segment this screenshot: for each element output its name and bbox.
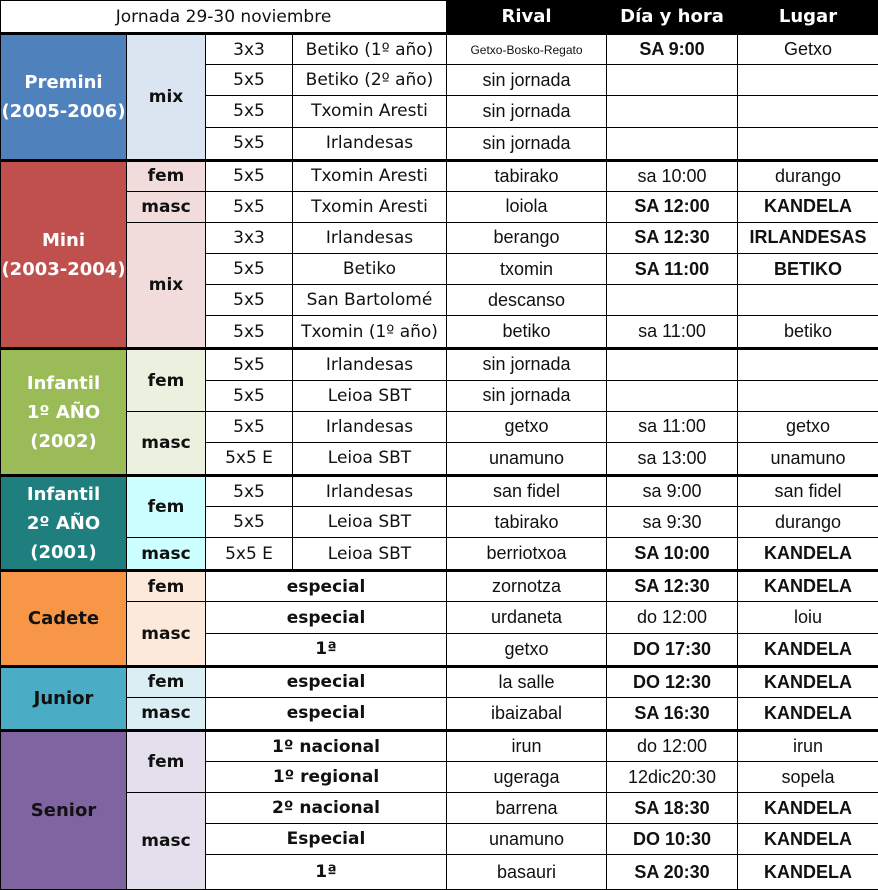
rival-cell: la salle [447,666,607,697]
gender-cell: fem [127,160,206,191]
rival-cell: berriotxoa [447,538,607,571]
day-time-cell: sa 9:30 [607,507,738,538]
place-cell: durango [738,160,878,191]
team-cell: Irlandesas [293,222,447,253]
team-cell: Betiko [293,254,447,285]
place-cell: san fidel [738,475,878,506]
format-cell: 5x5 [206,65,293,96]
day-time-cell: DO 10:30 [607,824,738,855]
category-infantil1: Infantil 1º AÑO (2002) [1,349,127,476]
place-cell: KANDELA [738,793,878,824]
table-row [1,34,878,65]
rival-cell: descanso [447,285,607,316]
table-row [1,349,878,380]
place-cell [738,65,878,96]
team-cell: Irlandesas [293,411,447,442]
format-cell: 5x5 [206,507,293,538]
rival-cell: basauri [447,855,607,890]
place-cell: loiu [738,602,878,633]
rival-cell: irun [447,730,607,761]
day-time-cell: sa 11:00 [607,316,738,349]
rival-cell: sin jornada [447,65,607,96]
rival-cell: urdaneta [447,602,607,633]
format-cell: 5x5 [206,285,293,316]
place-cell: BETIKO [738,254,878,285]
level-cell: 1º nacional [206,730,447,761]
rival-cell: loiola [447,191,607,222]
day-time-cell: sa 10:00 [607,160,738,191]
day-time-cell [607,96,738,127]
gender-cell: fem [127,349,206,411]
table-row [1,730,878,761]
day-time-cell: SA 12:00 [607,191,738,222]
header-lugar: Lugar [738,1,878,34]
table-row [1,160,878,191]
day-time-cell: do 12:00 [607,602,738,633]
gender-cell: masc [127,793,206,890]
header-dia: Día y hora [607,1,738,34]
level-cell: Especial [206,824,447,855]
level-cell: especial [206,571,447,602]
place-cell: KANDELA [738,538,878,571]
place-cell: irun [738,730,878,761]
category-infantil2: Infantil 2º AÑO (2001) [1,475,127,570]
format-cell: 5x5 [206,127,293,160]
team-cell: Irlandesas [293,475,447,506]
place-cell: betiko [738,316,878,349]
level-cell: especial [206,666,447,697]
category-premini: Premini (2005-2006) [1,34,127,161]
level-cell: 1ª [206,855,447,890]
table-row [1,602,878,633]
table-row [1,538,878,571]
day-time-cell: SA 9:00 [607,34,738,65]
rival-cell: sin jornada [447,96,607,127]
place-cell [738,380,878,411]
header-rival: Rival [447,1,607,34]
table-row [1,222,878,253]
level-cell: especial [206,697,447,730]
rival-cell: tabirako [447,507,607,538]
gender-cell: masc [127,411,206,475]
gender-cell: fem [127,666,206,697]
table-row [1,793,878,824]
rival-cell: unamuno [447,442,607,475]
day-time-cell: SA 10:00 [607,538,738,571]
team-cell: Txomin Aresti [293,96,447,127]
day-time-cell: 12dic20:30 [607,762,738,793]
format-cell: 3x3 [206,34,293,65]
place-cell: Getxo [738,34,878,65]
place-cell [738,349,878,380]
team-cell: Irlandesas [293,349,447,380]
table-row [1,571,878,602]
place-cell: KANDELA [738,633,878,666]
team-cell: Leioa SBT [293,442,447,475]
format-cell: 5x5 [206,380,293,411]
place-cell: durango [738,507,878,538]
rival-cell: sin jornada [447,380,607,411]
day-time-cell: DO 12:30 [607,666,738,697]
place-cell: unamuno [738,442,878,475]
category-cadete: Cadete [1,571,127,666]
header-row [1,1,878,34]
place-cell [738,96,878,127]
gender-cell: mix [127,34,206,161]
day-time-cell: SA 20:30 [607,855,738,890]
gender-cell: masc [127,697,206,730]
place-cell: KANDELA [738,571,878,602]
rival-cell: ugeraga [447,762,607,793]
day-time-cell: SA 11:00 [607,254,738,285]
level-cell: 1º regional [206,762,447,793]
gender-cell: fem [127,475,206,537]
place-cell: KANDELA [738,697,878,730]
category-junior: Junior [1,666,127,730]
team-cell: Leioa SBT [293,538,447,571]
day-time-cell: SA 12:30 [607,571,738,602]
category-senior: Senior [1,730,127,889]
rival-cell: zornotza [447,571,607,602]
team-cell: Betiko (1º año) [293,34,447,65]
gender-cell: masc [127,602,206,666]
format-cell: 5x5 [206,475,293,506]
team-cell: Irlandesas [293,127,447,160]
day-time-cell: sa 9:00 [607,475,738,506]
day-time-cell [607,380,738,411]
rival-cell: berango [447,222,607,253]
day-time-cell: do 12:00 [607,730,738,761]
format-cell: 5x5 [206,191,293,222]
place-cell: KANDELA [738,666,878,697]
place-cell [738,127,878,160]
team-cell: Txomin (1º año) [293,316,447,349]
rival-cell: Getxo-Bosko-Regato [447,34,607,65]
day-time-cell: SA 12:30 [607,222,738,253]
team-cell: Txomin Aresti [293,191,447,222]
rival-cell: getxo [447,633,607,666]
rival-cell: unamuno [447,824,607,855]
format-cell: 5x5 [206,316,293,349]
format-cell: 3x3 [206,222,293,253]
category-mini: Mini (2003-2004) [1,160,127,349]
table-row [1,475,878,506]
team-cell: Leioa SBT [293,507,447,538]
format-cell: 5x5 E [206,538,293,571]
gender-cell: masc [127,191,206,222]
gender-cell: masc [127,538,206,571]
place-cell: IRLANDESAS [738,222,878,253]
rival-cell: barrena [447,793,607,824]
day-time-cell: sa 11:00 [607,411,738,442]
format-cell: 5x5 [206,411,293,442]
day-time-cell: SA 18:30 [607,793,738,824]
place-cell: KANDELA [738,191,878,222]
format-cell: 5x5 [206,349,293,380]
team-cell: San Bartolomé [293,285,447,316]
rival-cell: tabirako [447,160,607,191]
gender-cell: mix [127,222,206,349]
rival-cell: txomin [447,254,607,285]
format-cell: 5x5 [206,96,293,127]
day-time-cell: SA 16:30 [607,697,738,730]
rival-cell: sin jornada [447,127,607,160]
rival-cell: san fidel [447,475,607,506]
place-cell: getxo [738,411,878,442]
rival-cell: getxo [447,411,607,442]
level-cell: 2º nacional [206,793,447,824]
table-row [1,411,878,442]
rival-cell: sin jornada [447,349,607,380]
day-time-cell: sa 13:00 [607,442,738,475]
level-cell: especial [206,602,447,633]
place-cell: KANDELA [738,824,878,855]
level-cell: 1ª [206,633,447,666]
format-cell: 5x5 [206,160,293,191]
day-time-cell: DO 17:30 [607,633,738,666]
gender-cell: fem [127,571,206,602]
format-cell: 5x5 [206,254,293,285]
page-title: Jornada 29-30 noviembre [1,1,447,34]
gender-cell: fem [127,730,206,792]
day-time-cell [607,65,738,96]
team-cell: Betiko (2º año) [293,65,447,96]
day-time-cell [607,285,738,316]
rival-cell: betiko [447,316,607,349]
rival-cell: ibaizabal [447,697,607,730]
team-cell: Txomin Aresti [293,160,447,191]
table-row [1,191,878,222]
table-row [1,666,878,697]
format-cell: 5x5 E [206,442,293,475]
day-time-cell [607,127,738,160]
team-cell: Leioa SBT [293,380,447,411]
day-time-cell [607,349,738,380]
place-cell: sopela [738,762,878,793]
place-cell [738,285,878,316]
place-cell: KANDELA [738,855,878,890]
table-row [1,697,878,730]
